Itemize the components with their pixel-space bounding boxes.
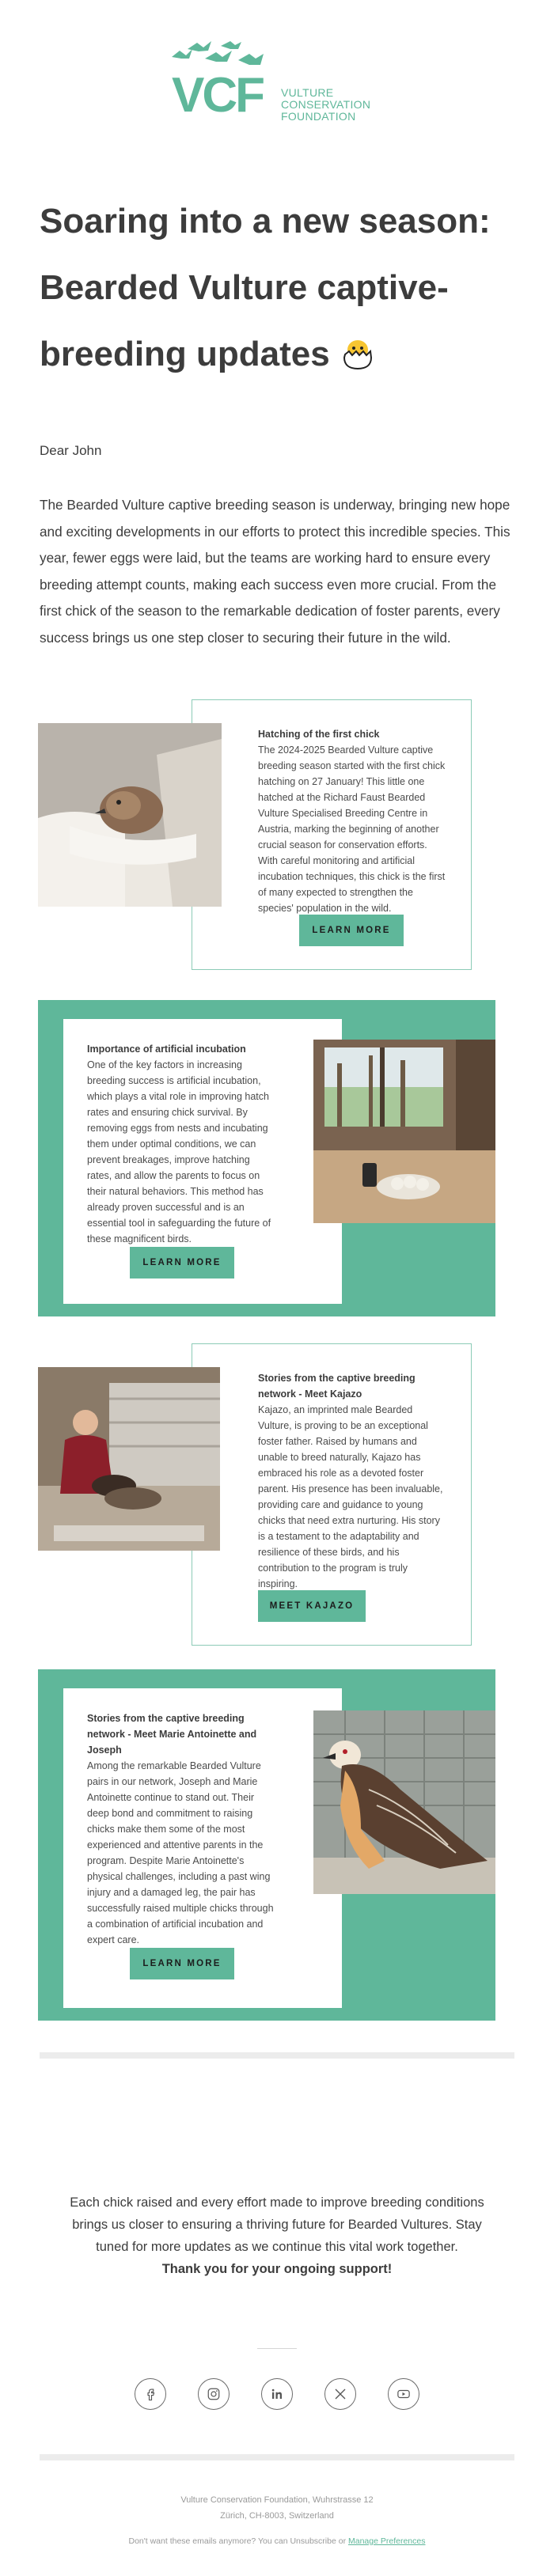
instagram-icon[interactable] <box>198 2378 230 2410</box>
headline-text: Soaring into a new season: Bearded Vulture captive-breeding updates <box>40 202 491 373</box>
facebook-icon[interactable] <box>135 2378 166 2410</box>
card-body: Among the remarkable Bearded Vulture pairs in our network, Joseph and Marie Antoinette continue to stand out. Their deep bond and commitment to raising chicks make them some of the most experienced and attentive parents in the program. Despite Marie Antoinette's physical challenges, including a past wing injury and a damaged leg, the pair has successfully raised multiple chicks through a combination of artificial incubation and expert care. <box>87 1760 274 1945</box>
hatching-chick-icon <box>340 334 376 370</box>
card-title: Importance of artificial incubation <box>87 1044 246 1055</box>
footer-divider <box>40 2454 514 2460</box>
learn-more-button-marie-joseph[interactable]: LEARN MORE <box>130 1948 234 1979</box>
footer-address <box>0 2492 554 2524</box>
intro-paragraph: The Bearded Vulture captive breeding season is underway, bringing new hope and exciting developments in our efforts to protect this incredible species. This year, fewer eggs were laid, but the teams are working hard to ensure every breeding attempt counts, making each success even more crucial. From the first chick of the season to the remarkable dedication of foster parents, every success brings us one step closer to securing their future in the wild. <box>40 497 510 646</box>
short-rule <box>257 2348 297 2349</box>
keeper-with-vulture-photo <box>38 1367 220 1551</box>
youtube-icon[interactable] <box>388 2378 419 2410</box>
card-incubation-content <box>87 1041 277 1247</box>
card-marie-joseph-content <box>87 1710 277 1948</box>
logo-text <box>281 87 370 123</box>
logo-line: FOUNDATION <box>281 110 356 123</box>
vcf-logo[interactable] <box>170 41 384 128</box>
card-title: Stories from the captive breeding network - Meet Marie Antoinette and Joseph <box>87 1713 257 1756</box>
section-divider <box>40 2052 514 2059</box>
manage-preferences-link[interactable]: Manage Preferences <box>348 2536 426 2546</box>
linkedin-icon[interactable] <box>261 2378 293 2410</box>
vulture-chick-photo <box>38 723 222 907</box>
learn-more-button-first-chick[interactable]: LEARN MORE <box>299 915 404 946</box>
logo-line: VULTURE <box>281 86 334 99</box>
x-icon[interactable] <box>324 2378 356 2410</box>
greeting: Dear John <box>40 443 102 458</box>
address-line: Zürich, CH-8003, Switzerland <box>220 2511 334 2521</box>
meet-kajazo-button[interactable]: MEET KAJAZO <box>258 1590 366 1622</box>
closing-message <box>55 2191 499 2280</box>
learn-more-button-incubation[interactable]: LEARN MORE <box>130 1247 234 1279</box>
card-title: Hatching of the first chick <box>258 729 380 740</box>
address-line: Vulture Conservation Foundation, Wuhrstrasse 12 <box>180 2495 374 2505</box>
card-body: Kajazo, an imprinted male Bearded Vulture, is proving to be an exceptional foster father. Raised by humans and unable to breed naturally, Kajazo has embraced his role as a devoted foster parent. His presence has been invaluable, providing care and guidance to young chicks that need extra nurturing. His story is a testament to the adaptability and resilience of these birds, and his contribution to the program is truly inspiring. <box>258 1404 443 1589</box>
headline <box>40 188 522 388</box>
card-body: The 2024-2025 Bearded Vulture captive breeding season started with the first chick hatching on 27 January! This little one hatched at the Richard Faust Bearded Vulture Specialised Breeding Centre in Austria, marking the beginning of another crucial season for conservation efforts. With careful monitoring and artificial incubation techniques, this chick is the first of many expected to strengthen the species' population in the wild. <box>258 744 446 914</box>
logo-line: CONSERVATION <box>281 98 371 111</box>
incubation-room-photo <box>313 1040 495 1223</box>
prefs-prefix: Don't want these emails anymore? You can Unsubscribe or <box>128 2536 347 2546</box>
logo-wordmark: VCF <box>172 68 263 123</box>
closing-text: Each chick raised and every effort made to improve breeding conditions brings us closer to ensuring a thriving future for Bearded Vultures. Stay tuned for more updates as we continue this vital work together. <box>70 2195 484 2254</box>
card-kajazo-content <box>258 1370 446 1592</box>
card-body: One of the key factors in increasing breeding success is artificial incubation, which plays a vital role in improving hatch rates and ensuring chick survival. By removing eggs from nests and incubating them under optimal conditions, we can prevent breakages, improve hatching rates, and allow the parents to focus on their natural behaviors. This method has already proven successful and is an essential tool in safeguarding the future of these magnificent birds. <box>87 1059 271 1244</box>
closing-thanks: Thank you for your ongoing support! <box>161 2262 393 2276</box>
bearded-vulture-photo <box>313 1710 495 1894</box>
social-links <box>135 2378 419 2410</box>
footer-preferences <box>0 2536 554 2546</box>
card-first-chick-content <box>258 726 446 916</box>
card-title: Stories from the captive breeding network - Meet Kajazo <box>258 1373 416 1400</box>
